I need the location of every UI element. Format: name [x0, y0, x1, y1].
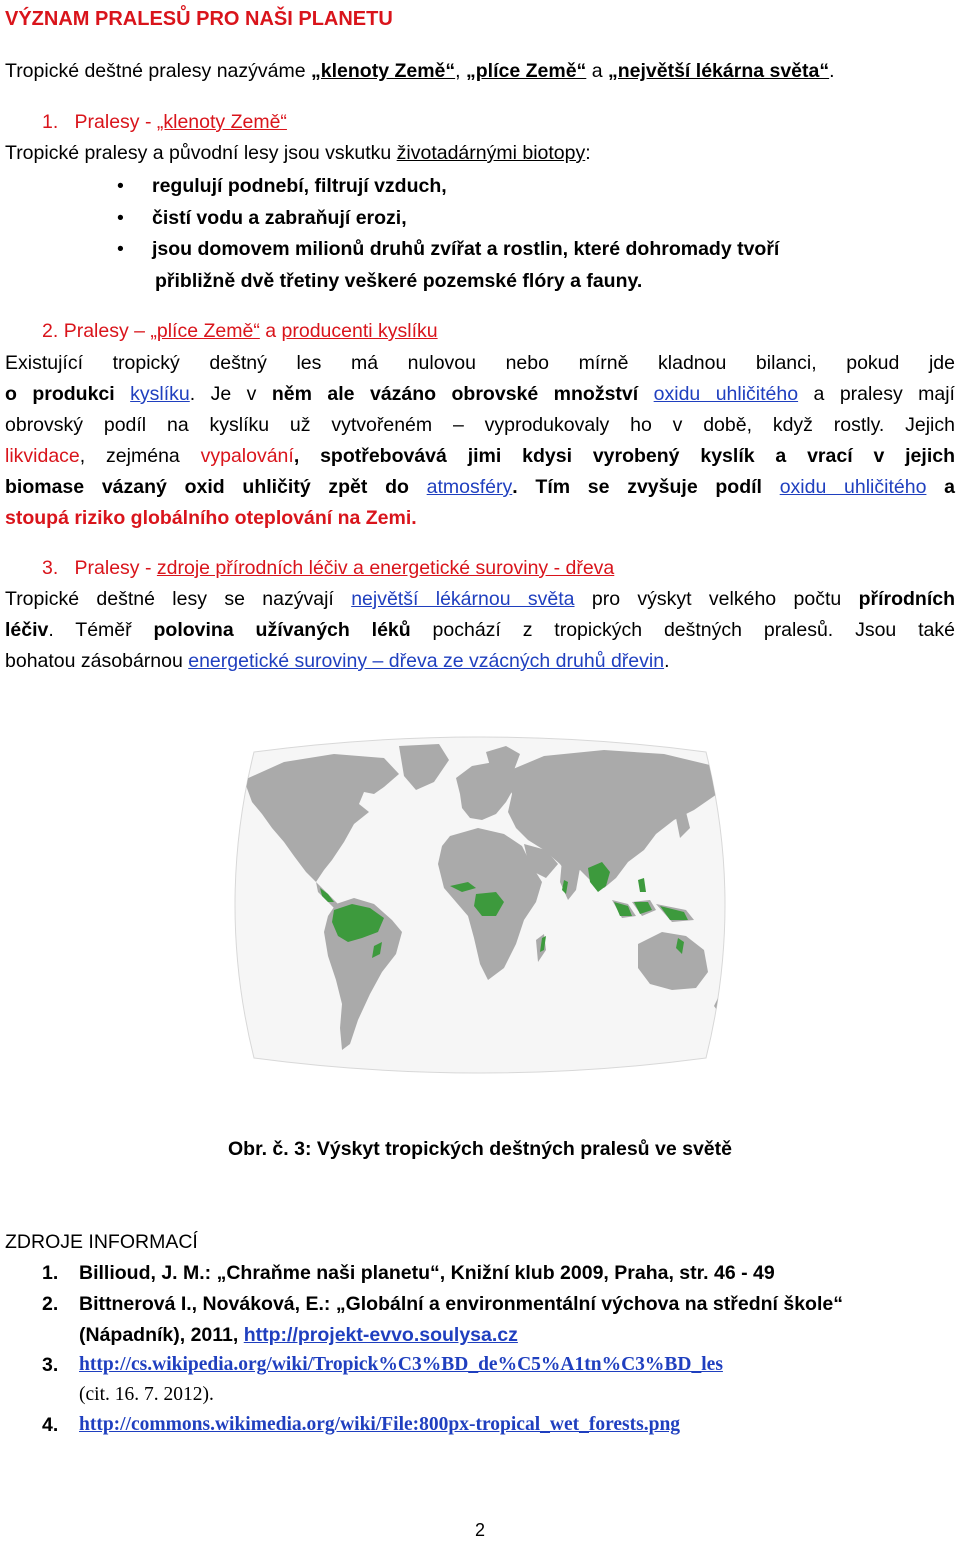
- intro-sep: a: [586, 60, 608, 82]
- page-number: 2: [474, 1520, 485, 1540]
- text: . Je v: [189, 383, 272, 405]
- section-1-heading-link[interactable]: „klenoty Země“: [156, 111, 287, 133]
- bullet-dot: •: [117, 238, 124, 260]
- plice-link[interactable]: „plíce Země“: [150, 320, 260, 342]
- vypalovani-term: vypalování: [200, 445, 294, 467]
- bold-text: . Tím se zvyšuje podíl: [512, 476, 780, 498]
- section-2-heading-mid: a: [259, 320, 282, 342]
- source-1-text: Billioud, J. M.: „Chraňme naši planetu“, Knižní klub 2009, Praha, str. 46 - 49: [79, 1262, 775, 1284]
- source-2-text: Bittnerová I., Nováková, E.: „Globální a environmentální výchova na střední škole“: [79, 1293, 843, 1315]
- intro-text: Tropické deštné pralesy nazýváme: [5, 60, 312, 82]
- section-2-line-4: [5, 443, 955, 469]
- drevo-link[interactable]: energetické suroviny – dřeva ze vzácných druhů dřevin: [188, 650, 665, 672]
- source-3-link-wrap: [79, 1352, 723, 1378]
- zdroje-link[interactable]: zdroje přírodních léčiv a energetické suroviny - dřeva: [156, 557, 615, 579]
- section-2-line-1: Existující tropický deštný les má nulovou nebo mírně kladnou bilanci, pokud jde: [5, 352, 955, 374]
- bullet-dot: •: [117, 175, 124, 197]
- bold-text: , spotřebovává jimi kdysi vyrobený kyslík a vrací v jejich: [293, 445, 955, 467]
- section-1-lead: [5, 140, 591, 166]
- section-2-line-6: stoupá riziko globálního oteplování na Zemi.: [5, 507, 417, 529]
- section-1-heading: [42, 109, 287, 135]
- intro-term-lekarna: „největší lékárna světa“: [607, 60, 830, 82]
- intro-paragraph: [5, 58, 835, 84]
- section-1-lead-end: :: [585, 142, 591, 164]
- section-2-heading-text: Pralesy –: [63, 320, 151, 342]
- figure-caption: Obr. č. 3: Výskyt tropických deštných pralesů ve světě: [228, 1138, 732, 1160]
- section-3-line-2: [5, 617, 955, 643]
- section-3-heading: [42, 555, 614, 581]
- bold-text: o produkci: [5, 383, 131, 405]
- source-number: 4.: [42, 1414, 59, 1436]
- section-3-line-3: [5, 648, 670, 674]
- bold-text: přírodních: [858, 588, 955, 610]
- intro-sep: ,: [455, 60, 466, 82]
- text: Tropické deštné lesy se nazývají: [5, 588, 352, 610]
- section-3-heading-text: Pralesy -: [74, 557, 157, 579]
- section-3-line-1: [5, 586, 955, 612]
- text: (Nápadník), 2011,: [79, 1324, 244, 1346]
- list-item: jsou domovem milionů druhů zvířat a rostlin, které dohromady tvoří: [152, 238, 780, 260]
- likvidace-term: likvidace: [5, 445, 80, 467]
- bold-text: polovina užívaných léků: [153, 619, 411, 641]
- text: .: [664, 650, 670, 672]
- section-1-lead-text: Tropické pralesy a původní lesy jsou vskutku: [5, 142, 397, 164]
- list-item-continuation: přibližně dvě třetiny veškeré pozemské flóry a fauny.: [155, 270, 643, 292]
- oxid-link[interactable]: oxidu uhličitého: [653, 383, 799, 405]
- list-item: čistí vodu a zabraňují erozi,: [152, 207, 407, 229]
- lekarna-link[interactable]: největší lékárnou světa: [351, 588, 575, 610]
- section-2-line-3: obrovský podíl na kyslíku už vytvořeném – vyprodukovaly ho v době, když rostly. Jejich: [5, 414, 955, 436]
- source-3-link[interactable]: http://cs.wikipedia.org/wiki/Tropick%C3%BD_de%C5%A1tn%C3%BD_les: [79, 1354, 723, 1375]
- oxid-link-2[interactable]: oxidu uhličitého: [779, 476, 927, 498]
- section-1-number: 1.: [42, 111, 59, 133]
- producenti-link[interactable]: producenti kyslíku: [281, 320, 438, 342]
- section-3-number: 3.: [42, 557, 59, 579]
- bold-text: léčiv: [5, 619, 49, 641]
- text: pochází z tropických deštných pralesů. Jsou také: [410, 619, 955, 641]
- intro-term-klenoty: „klenoty Země“: [311, 60, 456, 82]
- sources-heading: ZDROJE INFORMACÍ: [5, 1231, 198, 1253]
- text: bohatou zásobárnou: [5, 650, 189, 672]
- source-number: 1.: [42, 1262, 59, 1284]
- text: pro výskyt velkého počtu: [574, 588, 859, 610]
- atmosfera-link[interactable]: atmosféry: [426, 476, 513, 498]
- source-2-link[interactable]: http://projekt-evvo.soulysa.cz: [243, 1324, 518, 1346]
- source-4-link[interactable]: http://commons.wikimedia.org/wiki/File:800px-tropical_wet_forests.png: [79, 1414, 681, 1435]
- text: a pralesy mají: [798, 383, 955, 405]
- list-item: regulují podnebí, filtrují vzduch,: [152, 175, 447, 197]
- bullet-dot: •: [117, 207, 124, 229]
- source-number: 2.: [42, 1293, 59, 1315]
- source-number: 3.: [42, 1354, 59, 1376]
- section-2-line-2: [5, 381, 955, 407]
- bold-text: něm ale vázáno obrovské množství: [271, 383, 654, 405]
- section-2-line-5: [5, 474, 955, 500]
- section-2-number: 2.: [42, 320, 59, 342]
- kyslik-link[interactable]: kyslíku: [130, 383, 190, 405]
- source-4-link-wrap: [79, 1412, 680, 1438]
- text: . Téměř: [48, 619, 154, 641]
- section-2-heading: [42, 318, 438, 344]
- biotopy-link[interactable]: životadárnými biotopy: [396, 142, 586, 164]
- intro-term-plice: „plíce Země“: [466, 60, 587, 82]
- bold-text: biomase vázaný oxid uhličitý zpět do: [5, 476, 427, 498]
- text: , zejména: [79, 445, 201, 467]
- world-rainforest-map: [224, 732, 736, 1078]
- section-1-heading-text: Pralesy -: [74, 111, 157, 133]
- bold-text: a: [926, 476, 955, 498]
- intro-end: .: [829, 60, 835, 82]
- source-3-citation: (cit. 16. 7. 2012).: [79, 1384, 214, 1405]
- source-2-text-line-2: [79, 1322, 518, 1348]
- page-title: VÝZNAM PRALESŮ PRO NAŠI PLANETU: [5, 8, 393, 30]
